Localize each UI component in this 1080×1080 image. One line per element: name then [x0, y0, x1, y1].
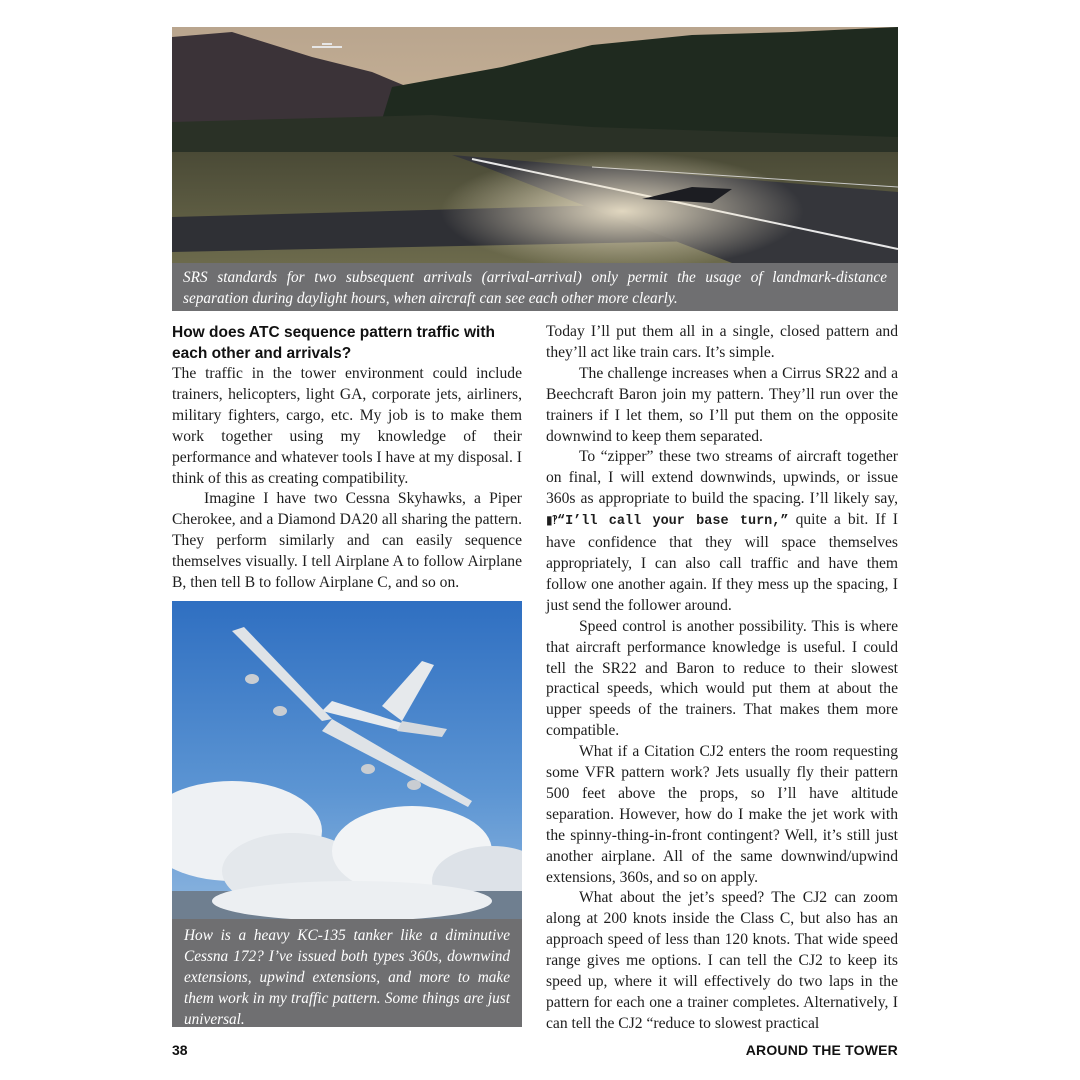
page-number: 38	[172, 1042, 188, 1058]
right-paragraph-1: Today I’ll put them all in a single, closed pattern and they’ll act like train cars. It’s simple.	[546, 323, 898, 361]
tanker-photo-caption: How is a heavy KC-135 tanker like a diminutive Cessna 172? I’ve issued both types 360s, downwind extensions, upwind extensions, and more to make them work in my traffic pattern. Some things are just universal.	[172, 919, 522, 1027]
left-column	[172, 322, 522, 594]
left-paragraph-1: The traffic in the tower environment could include trainers, helicopters, light GA, corporate jets, airliners, military fighters, cargo, etc. My job is to make them work together using my knowledge of their performance and whatever tools I have at my disposal. I think of this as creating compatibility.	[172, 365, 522, 487]
tanker-photo	[172, 601, 522, 919]
right-paragraph-2: The challenge increases when a Cirrus SR22 and a Beechcraft Baron join my pattern. They’ll run over the trainers if I let them, so I’ll put them on the opposite downwind to keep them separated.	[546, 364, 898, 445]
tanker-photo-illustration	[172, 601, 522, 919]
top-photo-caption	[172, 263, 898, 311]
right-paragraph-3-before: To “zipper” these two streams of aircraft together on final, I will extend downwinds, upwinds, or issue 360s as appropriate to build the spacing. I’ll likely say,	[546, 448, 898, 508]
running-title: AROUND THE TOWER	[745, 1042, 898, 1058]
right-paragraph-4: Speed control is another possibility. This is where that aircraft performance knowledge is useful. I could tell the SR22 and Baron to reduce to their slowest practical speeds, which would put them at about the upper speeds of the trainers. That makes them more compatible.	[546, 617, 898, 740]
left-paragraph-2: Imagine I have two Cessna Skyhawks, a Piper Cherokee, and a Diamond DA20 all sharing the pattern. They perform similarly and can easily sequence themselves visually. I tell Airplane A to follow Airplane B, then tell B to follow Airplane C, and so on.	[172, 490, 522, 592]
right-paragraph-5: What if a Citation CJ2 enters the room requesting some VFR pattern work? Jets usually fly their pattern 500 feet above the props, so I’ll have altitude separation. However, how do I make the jet work with the spinny-thing-in-front contingent? Well, it’s still just another airplane. All of the same downwind/upwind extensions, 360s, and so on apply.	[546, 743, 898, 886]
section-heading: How does ATC sequence pattern traffic with each other and arrivals?	[172, 324, 495, 362]
top-caption-line-2: separation during daylight hours, when aircraft can see each other more clearly.	[183, 290, 678, 307]
radio-transmission-icon: ▮‽	[546, 513, 557, 528]
right-paragraph-3-after: quite a bit. If I have confidence that they will space themselves appropriately, I can also call traffic and have them follow one another again. If they mess up the spacing, I just send the follower around.	[546, 511, 898, 614]
runway-photo-illustration	[172, 27, 898, 263]
right-paragraph-3	[546, 447, 898, 616]
right-paragraph-6: What about the jet’s speed? The CJ2 can zoom along at 200 knots inside the Class C, but also has an approach speed of less than 120 knots. That wide speed range gives me options. I can tell the CJ2 to keep its speed up, where it will effectively do two laps in the pattern for each one a trainer completes. Alternatively, I can tell the CJ2 “reduce to slowest practical	[546, 889, 898, 1032]
top-caption-line-1: SRS standards for two subsequent arrivals (arrival-arrival) only permit the usage of landmark-distance	[183, 269, 887, 286]
radio-quote: “I’ll call your base turn,”	[556, 514, 789, 530]
runway-photo	[172, 27, 898, 263]
right-column	[546, 322, 898, 1035]
